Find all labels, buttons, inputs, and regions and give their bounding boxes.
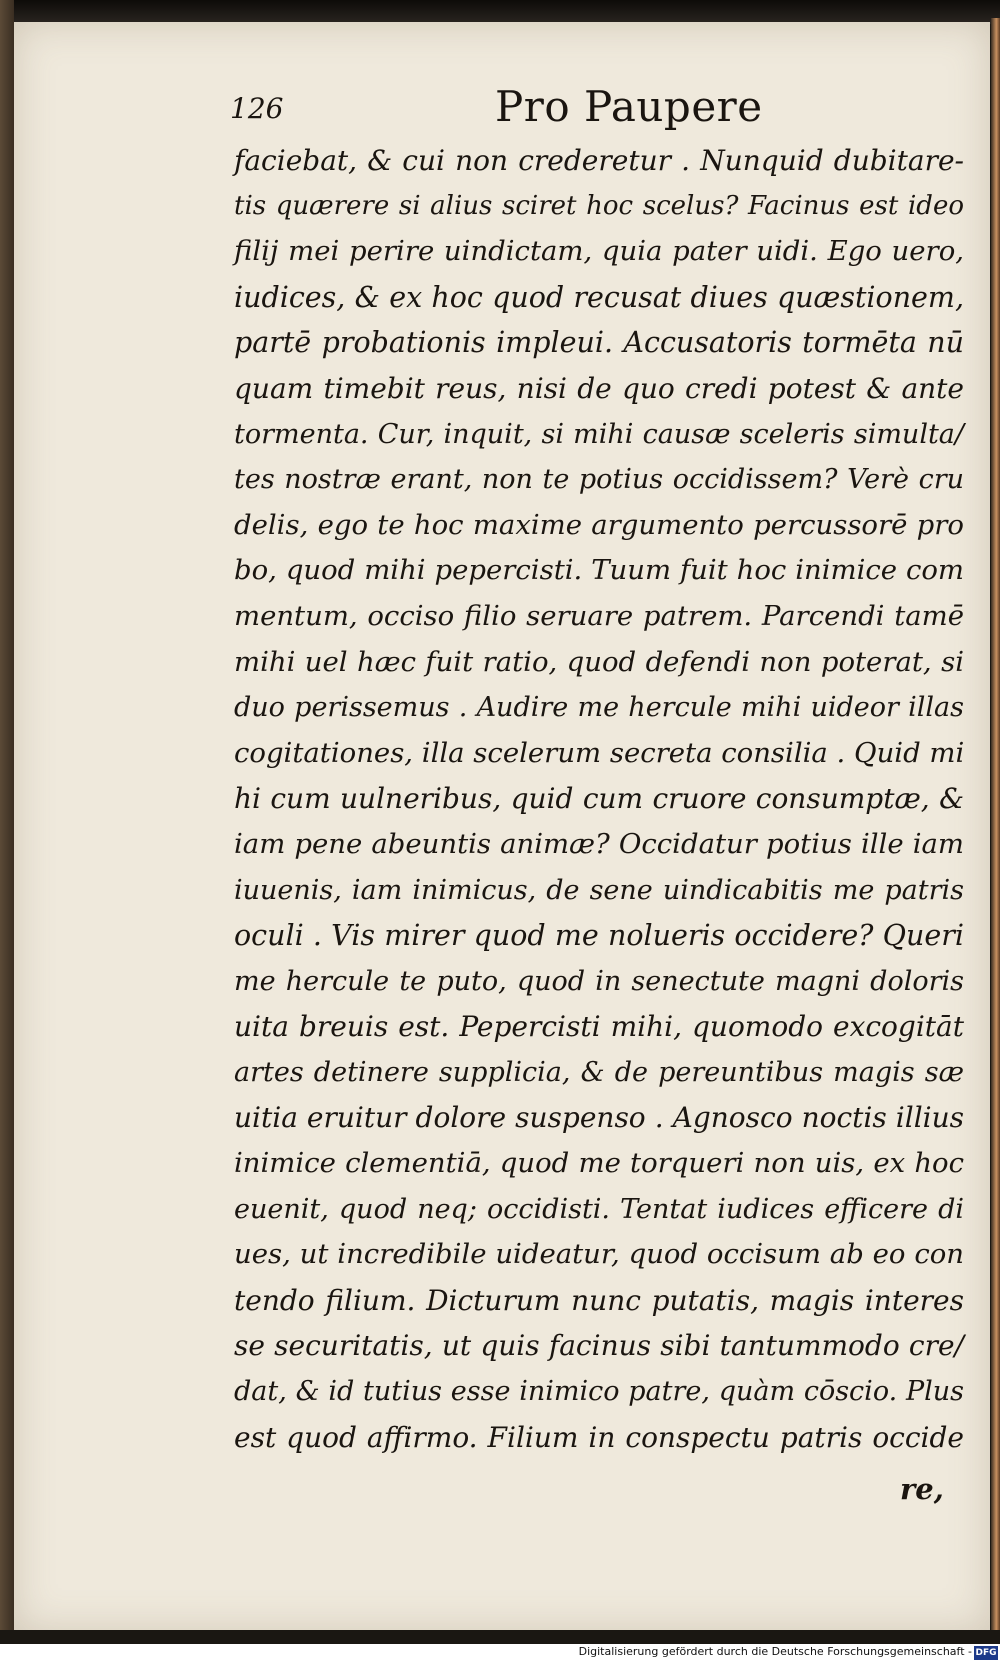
text-line: faciebat, & cui non crederetur . Nunquid dubitare- <box>234 144 964 177</box>
text-line: cogitationes, illa scelerum secreta consilia . Quid mi <box>234 736 965 769</box>
page-number: 126 <box>230 92 284 125</box>
text-line: iuuenis, iam inimicus, de sene uindicabitis me patris <box>234 874 964 906</box>
text-line: dat, & id tutius esse inimico patre, quàm cōscio. Plus <box>234 1376 964 1408</box>
text-line: mentum, occiso filio seruare patrem. Parcendi tamē <box>234 599 964 632</box>
running-head: Pro Paupere <box>495 82 763 131</box>
text-line: se securitatis, ut quis facinus sibi tantummodo cre/ <box>234 1329 964 1363</box>
text-line: est quod affirmo. Filium in conspectu patris occide <box>234 1420 964 1454</box>
body-text <box>234 138 964 1460</box>
text-line: uita breuis est. Pepercisti mihi, quomodo excogitāt <box>234 1010 964 1044</box>
dfg-logo: DFG <box>975 1648 997 1658</box>
text-line: partē probationis impleui. Accusatoris tormēta nū <box>234 326 964 360</box>
text-line: hi cum uulneribus, quid cum cruore consumptæ, & <box>234 782 964 816</box>
text-line: tormenta. Cur, inquit, si mihi causæ sceleris simulta/ <box>234 418 964 450</box>
text-line: me hercule te puto, quod in senectute magni doloris <box>234 965 964 997</box>
bottom-edge <box>0 1630 1000 1644</box>
top-edge <box>0 0 1000 24</box>
text-line: duo perissemus . Audire me hercule mihi uideor illas <box>234 692 964 724</box>
text-line: euenit, quod neq; occidisti. Tentat iudices efficere di <box>234 1193 964 1225</box>
text-line: quam timebit reus, nisi de quo credi potest & ante <box>234 371 964 405</box>
text-line: oculi . Vis mirer quod me nolueris occidere? Queri <box>234 919 964 953</box>
text-line: inimice clementiā, quod me torqueri non uis, ex hoc <box>234 1147 964 1180</box>
binding-edge <box>0 0 14 1630</box>
text-line: delis, ego te hoc maxime argumento percussorē pro <box>234 508 964 541</box>
text-line: ues, ut incredibile uideatur, quod occisum ab eo con <box>234 1238 964 1271</box>
digitization-footer <box>0 1644 1000 1662</box>
text-line: tendo filium. Dicturum nunc putatis, magis interes <box>234 1283 964 1317</box>
text-line: filij mei perire uindictam, quia pater uidi. Ego uero, <box>234 235 964 268</box>
text-line: bo, quod mihi pepercisti. Tuum fuit hoc inimice com <box>234 554 964 587</box>
text-line: tis quærere si alius sciret hoc scelus? Facinus est ideo <box>234 190 964 221</box>
footer-credit: Digitalisierung gefördert durch die Deutsche Forschungsgemeinschaft - <box>578 1645 972 1658</box>
text-line: iam pene abeuntis animæ? Occidatur potius ille iam <box>234 827 964 860</box>
page-edge <box>991 18 1000 1630</box>
text-line: mihi uel hæc fuit ratio, quod defendi non poterat, si <box>234 645 964 678</box>
text-line: iudices, & ex hoc quod recusat diues quæstionem, <box>234 280 964 314</box>
catchword: re, <box>900 1472 944 1506</box>
text-line: tes nostræ erant, non te potius occidissem? Verè cru <box>234 464 964 496</box>
text-line: artes detinere supplicia, & de pereuntibus magis sæ <box>234 1056 964 1088</box>
text-line: uitia eruitur dolore suspenso . Agnosco noctis illius <box>234 1101 964 1135</box>
